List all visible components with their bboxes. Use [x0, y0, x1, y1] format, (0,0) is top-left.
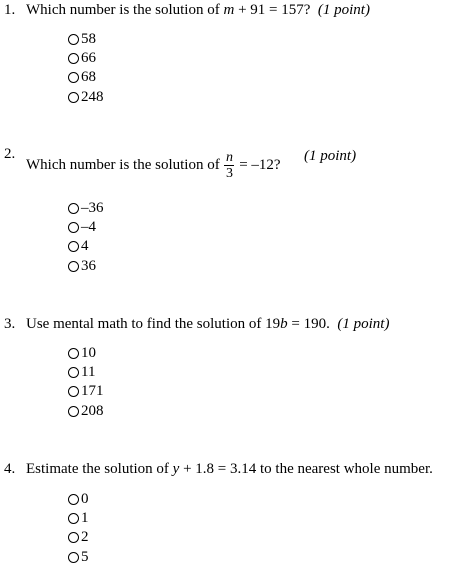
question-number: 3.: [4, 316, 16, 332]
radio-button[interactable]: [68, 513, 79, 524]
radio-button[interactable]: [68, 222, 79, 233]
question-stem: Use mental math to find the solution of 19b = 190. (1 point): [26, 316, 390, 332]
option-2c[interactable]: 4: [68, 237, 89, 255]
radio-button[interactable]: [68, 367, 79, 378]
question-stem: Estimate the solution of y + 1.8 = 3.14 to the nearest whole number.: [26, 461, 433, 477]
option-3b[interactable]: 11: [68, 363, 95, 381]
option-4c[interactable]: 2: [68, 528, 89, 546]
points-label: (1 point): [317, 2, 370, 18]
option-4a[interactable]: 0: [68, 490, 89, 508]
option-3c[interactable]: 171: [68, 382, 104, 400]
fraction: $\frac{n}{3}$: [225, 150, 233, 181]
option-3d[interactable]: 208: [68, 402, 104, 420]
radio-button[interactable]: [68, 494, 79, 505]
question-stem: Which number is the solution of m + 91 = 157? (1 point): [26, 2, 370, 18]
radio-button[interactable]: [68, 92, 79, 103]
radio-button[interactable]: [68, 532, 79, 543]
option-1b[interactable]: 66: [68, 49, 96, 67]
radio-button[interactable]: [68, 53, 79, 64]
radio-button[interactable]: [68, 34, 79, 45]
radio-button[interactable]: [68, 348, 79, 359]
option-3a[interactable]: 10: [68, 344, 96, 362]
radio-button[interactable]: [68, 241, 79, 252]
question-number: 4.: [4, 461, 16, 477]
option-4b[interactable]: 1: [68, 509, 89, 527]
radio-button[interactable]: [68, 552, 79, 563]
option-2a[interactable]: –36: [68, 199, 104, 217]
question-number: 2.: [4, 146, 16, 162]
option-4d[interactable]: 5: [68, 548, 89, 566]
radio-button[interactable]: [68, 72, 79, 83]
option-2b[interactable]: –4: [68, 218, 96, 236]
points-label: (1 point): [304, 148, 357, 164]
option-1d[interactable]: 248: [68, 88, 104, 106]
question-number: 1.: [4, 2, 16, 18]
points-label: (1 point): [337, 316, 390, 332]
radio-button[interactable]: [68, 261, 79, 272]
radio-button[interactable]: [68, 386, 79, 397]
radio-button[interactable]: [68, 203, 79, 214]
radio-button[interactable]: [68, 406, 79, 417]
option-2d[interactable]: 36: [68, 257, 96, 275]
question-stem: Which number is the solution of $\frac{n}{3}$ = –12?: [26, 150, 281, 181]
option-1a[interactable]: 58: [68, 30, 96, 48]
option-1c[interactable]: 68: [68, 68, 96, 86]
